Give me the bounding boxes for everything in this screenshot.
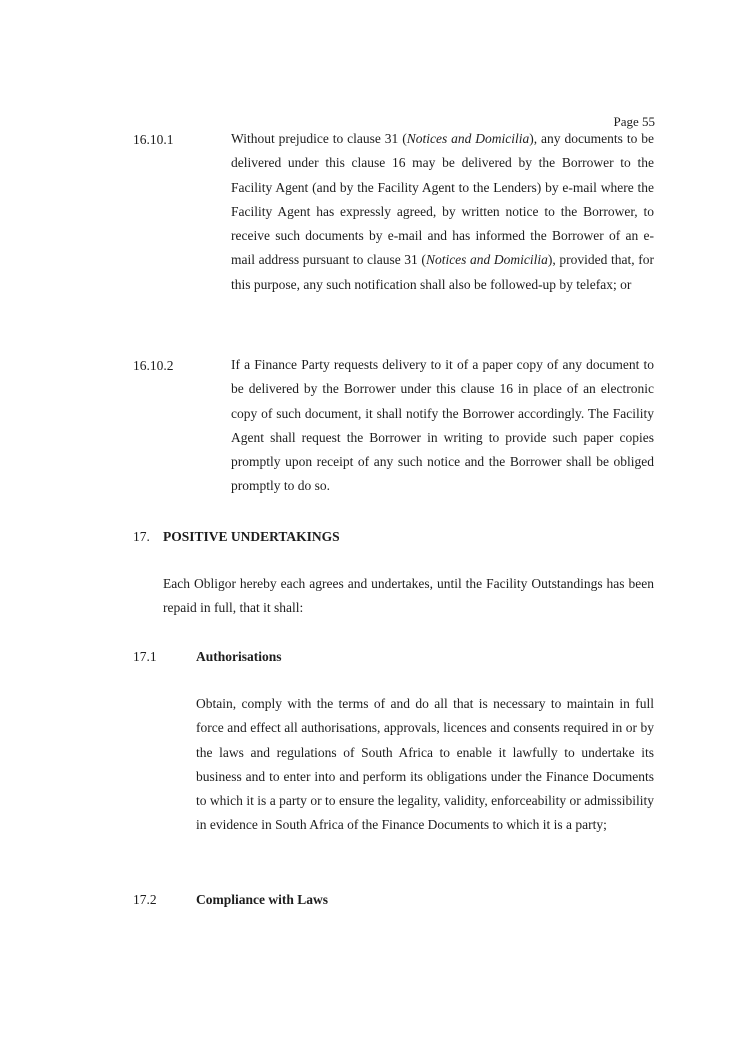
- clause-number-16-10-2: 16.10.2: [133, 358, 174, 373]
- clause-16-10-1-text: [231, 127, 654, 297]
- clause-17-1-text: Obtain, comply with the terms of and do all that is necessary to maintain in full force and effect all authorisations, approvals, licences and consents required in or by the laws and regulations of South Africa to enable it lawfully to undertake its business and to enter into and perform its obligations under the Finance Documents to which it is a party or to ensure the legality, validity, enforceability or admissibility in evidence in South Africa of the Finance Documents to which it is a party;: [196, 696, 654, 833]
- clause-17-heading: POSITIVE UNDERTAKINGS: [163, 529, 340, 544]
- clause-16-10-1-text-after: ), provided that, for this purpose, any such notification shall also be followed-up by telefax; or: [231, 252, 655, 292]
- clause-number-17-1: 17.1: [133, 649, 157, 664]
- clause-number-17-2: 17.2: [133, 892, 157, 907]
- page-number: Page 55: [613, 114, 655, 129]
- clause-16-10-2-text: If a Finance Party requests delivery to it of a paper copy of any document to be delivered by the Borrower under this clause 16 in place of an electronic copy of such document, it shall notify the Borrower accordingly. The Facility Agent shall request the Borrower in writing to provide such paper copies promptly upon receipt of any such notice and the Borrower shall be obliged promptly to do so.: [231, 357, 654, 494]
- clause-17-2-heading: Compliance with Laws: [196, 892, 329, 907]
- clause-16-10-1-ref-notices: Notices and Domicilia: [406, 131, 530, 146]
- clause-16-10-1-ref-notices-2: Notices and Domicilia: [425, 252, 548, 268]
- clause-number-16-10-1: 16.10.1: [133, 132, 174, 147]
- clause-number-17: 17.: [133, 529, 150, 544]
- clause-17-1-heading: Authorisations: [196, 649, 282, 664]
- clause-16-10-1-text-before: Without prejudice to clause 31 (: [231, 131, 407, 146]
- clause-17-text: Each Obligor hereby each agrees and undertakes, until the Facility Outstandings has been repaid in full, that it shall:: [163, 576, 654, 616]
- clause-16-10-1-text-middle: ), any documents to be delivered under this clause 16 may be delivered by the Borrower to the Facility Agent (and by the Facility Agent to the Lenders) by e-mail where the Facility Agent has expressly agreed, by written notice to the Borrower, to receive such documents by e-mail and has informed the Borrower of an e-mail address pursuant to clause 31 (: [231, 131, 654, 268]
